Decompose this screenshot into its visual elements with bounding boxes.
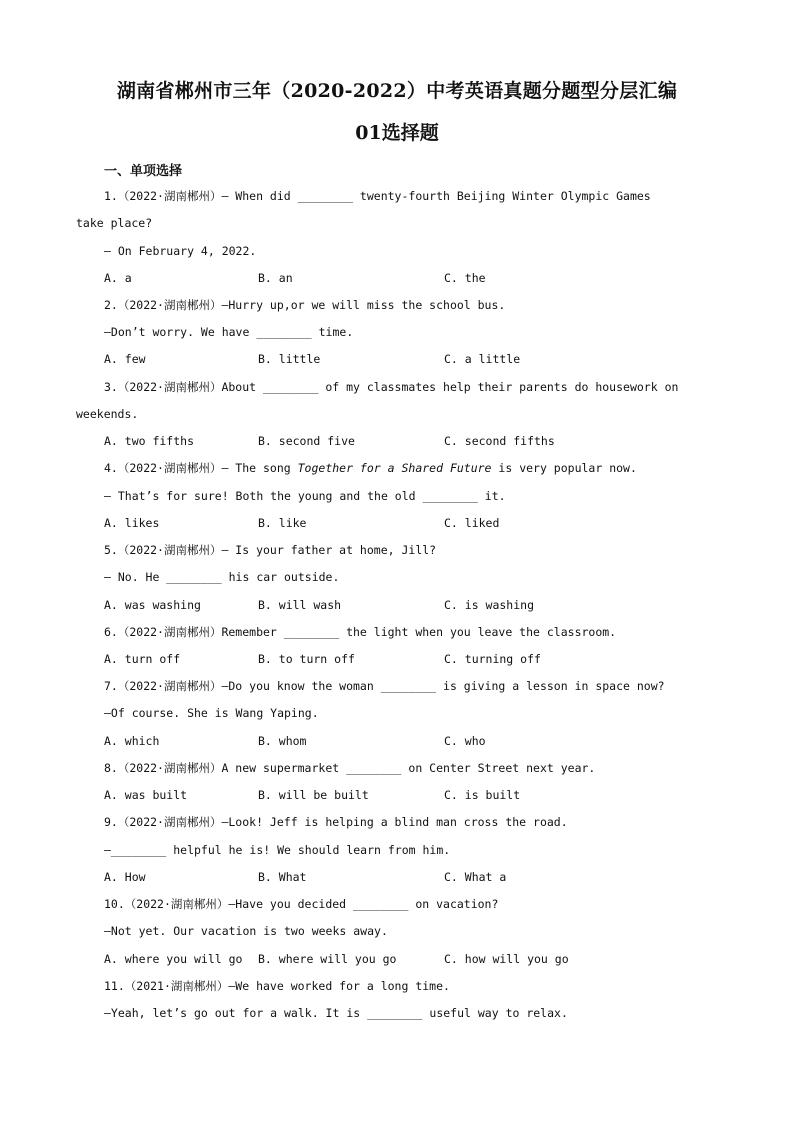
question-10-option-a: A. where you will go [104, 952, 243, 966]
question-8-option-b: B. will be built [258, 788, 369, 802]
question-5-stem: 5.（2022·湖南郴州）— Is your father at home, Jill? [104, 543, 437, 557]
question-4-stem [104, 460, 637, 476]
question-2-option-a: A. few [104, 352, 146, 366]
question-6-option-b: B. to turn off [258, 652, 355, 666]
question-11-stem: 11.（2021·湖南郴州）—We have worked for a long time. [104, 979, 450, 993]
document-subtitle: 01选择题 [355, 122, 439, 144]
question-7-stem: 7.（2022·湖南郴州）—Do you know the woman ________ is giving a lesson in space now? [104, 679, 665, 693]
question-3-stem-cont: weekends. [76, 407, 139, 421]
question-8-option-a: A. was built [104, 788, 188, 802]
question-4-option-a: A. likes [104, 516, 160, 530]
question-1-stem-cont: take place? [76, 216, 153, 230]
question-7-reply: —Of course. She is Wang Yaping. [104, 706, 319, 720]
section-heading: 一、单项选择 [104, 164, 183, 179]
song-title: Together for a Shared Future [297, 461, 492, 475]
question-6-stem: 6.（2022·湖南郴州）Remember ________ the light when you leave the classroom. [104, 625, 617, 639]
question-3-option-a: A. two fifths [104, 434, 195, 448]
question-1-stem: 1.（2022·湖南郴州）— When did ________ twenty-fourth Beijing Winter Olympic Games [104, 189, 651, 203]
question-8-option-c: C. is built [444, 788, 521, 802]
question-4-stem-pre: 4.（2022·湖南郴州）— The song [104, 461, 298, 475]
question-1-reply: — On February 4, 2022. [104, 244, 257, 258]
question-10-reply: —Not yet. Our vacation is two weeks away. [104, 924, 388, 938]
question-4-option-b: B. like [258, 516, 307, 530]
question-9-reply: —________ helpful he is! We should learn from him. [104, 843, 451, 857]
question-4-stem-post: is very popular now. [491, 461, 637, 475]
question-10-stem: 10.（2022·湖南郴州）—Have you decided ________ on vacation? [104, 897, 499, 911]
question-6-option-c: C. turning off [444, 652, 541, 666]
question-5-option-a: A. was washing [104, 598, 201, 612]
question-2-reply: —Don’t worry. We have ________ time. [104, 325, 354, 339]
question-9-stem: 9.（2022·湖南郴州）—Look! Jeff is helping a blind man cross the road. [104, 815, 568, 829]
question-4-option-c: C. liked [444, 516, 500, 530]
question-7-option-c: C. who [444, 734, 486, 748]
question-7-option-b: B. whom [258, 734, 307, 748]
question-5-option-b: B. will wash [258, 598, 342, 612]
question-2-option-c: C. a little [444, 352, 521, 366]
question-4-reply: — That’s for sure! Both the young and the old ________ it. [104, 489, 506, 503]
question-10-option-b: B. where will you go [258, 952, 397, 966]
question-5-option-c: C. is washing [444, 598, 535, 612]
question-1-option-c: C. the [444, 271, 486, 285]
question-5-reply: — No. He ________ his car outside. [104, 570, 340, 584]
question-9-option-a: A. How [104, 870, 146, 884]
question-10-option-c: C. how will you go [444, 952, 569, 966]
question-2-stem: 2.（2022·湖南郴州）—Hurry up,or we will miss the school bus. [104, 298, 506, 312]
question-3-option-c: C. second fifths [444, 434, 555, 448]
question-8-stem: 8.（2022·湖南郴州）A new supermarket ________ on Center Street next year. [104, 761, 596, 775]
question-2-option-b: B. little [258, 352, 321, 366]
question-11-reply: —Yeah, let’s go out for a walk. It is ________ useful way to relax. [104, 1006, 568, 1020]
question-9-option-b: B. What [258, 870, 307, 884]
question-6-option-a: A. turn off [104, 652, 181, 666]
document-title: 湖南省郴州市三年（2020-2022）中考英语真题分题型分层汇编 [116, 80, 678, 102]
question-1-option-a: A. a [104, 271, 132, 285]
question-3-option-b: B. second five [258, 434, 355, 448]
question-1-option-b: B. an [258, 271, 293, 285]
question-3-stem: 3.（2022·湖南郴州）About ________ of my classmates help their parents do housework on [104, 380, 679, 394]
question-7-option-a: A. which [104, 734, 160, 748]
question-9-option-c: C. What a [444, 870, 507, 884]
